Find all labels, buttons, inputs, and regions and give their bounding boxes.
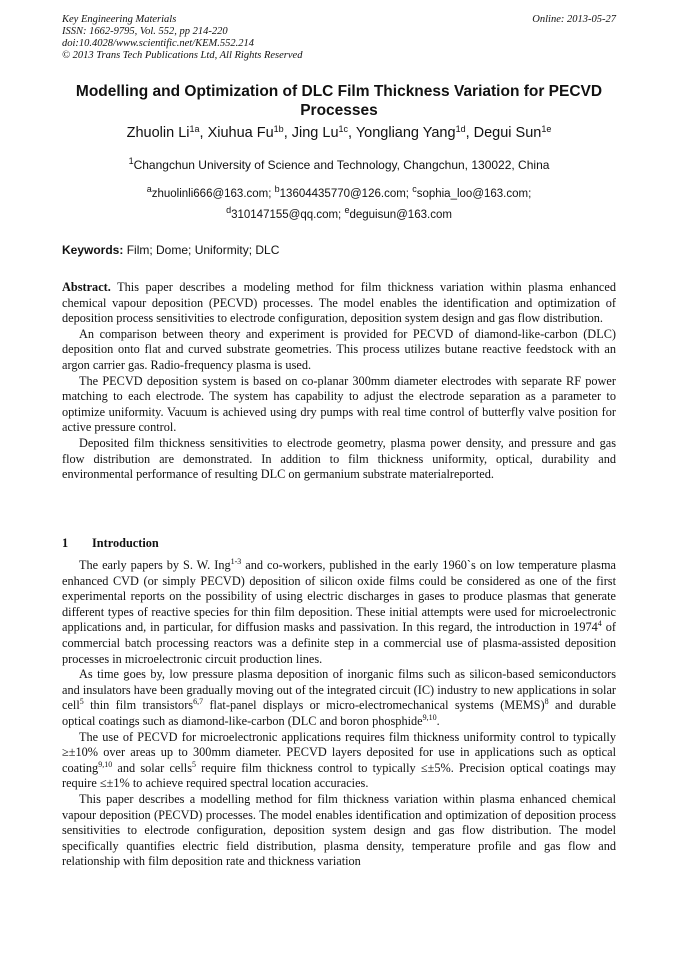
intro-text: flat-panel displays or micro-electromechanical systems (MEMS) [203, 698, 545, 713]
citation: 5 [191, 759, 196, 769]
doi-line: doi:10.4028/www.scientific.net/KEM.552.214 [62, 38, 254, 49]
author-separator: , [465, 125, 474, 141]
intro-text: require film thickness control to typically ≤±5%. Precision optical coatings may require ≤±1% to achieve required spectral location accuracies. [62, 760, 616, 791]
author-affiliation-mark: 1e [541, 124, 552, 134]
abstract-paragraph: Deposited film thickness sensitivities to electrode geometry, plasma power density, and pressure and gas flow distribution are demonstrated. In addition to film thickness uniformity, optical, durability and environmental performance of resulting DLC on germanium substrate materialreported. [62, 435, 616, 482]
intro-text: and solar cells [112, 760, 192, 775]
citation: 5 [79, 697, 84, 707]
affiliation-text: Changchun University of Science and Technology, Changchun, 130022, China [133, 158, 550, 172]
intro-text: of commercial batch processing reactors was a definite step in a commercial use of plasma-assisted deposition processes in microelectronic circuit production lines. [62, 620, 616, 666]
citation: 9,10 [422, 712, 437, 722]
keywords-text: Film; Dome; Uniformity; DLC [123, 243, 280, 257]
intro-paragraph [62, 667, 616, 729]
intro-paragraph: This paper describes a modelling method for film thickness variation within plasma enhanced chemical vapour deposition (PECVD) processes. The model enables identification and optimization of deposition process sensitivities to electrode configuration, deposition system design and gas flow distribution. The model specifically quantifies electric field distribution, plasma density, temperature profile and gas flow and relationship with film deposition rate and thickness variation [62, 791, 616, 869]
email-address: 310147155@qq.com; [231, 209, 345, 221]
keywords [62, 243, 616, 258]
citation: 1-3 [230, 557, 242, 566]
author-name: Jing Lu [291, 125, 339, 141]
abstract-paragraph [62, 280, 616, 327]
affiliation [40, 158, 638, 173]
author-separator: , [348, 125, 356, 141]
intro-text: As time goes by, low pressure plasma deposition of inorganic films such as silicon-based semiconductors and insulators have been gradually moving out of the integrated circuit (IC) industry to new applications in solar cell [62, 667, 616, 713]
introduction [62, 558, 616, 870]
abstract-paragraph: An comparison between theory and experiment is provided for PECVD of diamond-like-carbon (DLC) deposition onto flat and curved substrate geometries. This process utilizes butane reactive feedstock with an argon carrier gas. Radio-frequency plasma is used. [62, 326, 616, 372]
intro-text: and durable optical coatings such as diamond-like-carbon (DLC and boron phosphide [62, 698, 617, 728]
citation: 8 [544, 697, 549, 707]
email-line-2 [40, 205, 638, 223]
email-mark: b [274, 184, 280, 194]
affiliation-mark: 1 [128, 156, 134, 166]
intro-text: The use of PECVD for microelectronic applications requires film thickness uniformity control to typically ≥±10% over areas up to 300mm diameter. PECVD layers deposited for use in applications such as optical coating [62, 729, 616, 775]
email-mark: c [412, 184, 417, 194]
abstract-paragraph: The PECVD deposition system is based on co-planar 300mm diameter electrodes with separate RF power matching to each electrode. The system has capability to adjust the electrode separation as a parameter to optimize uniformity. Vacuum is achieved using dry pumps with real time control of butterfly valve position for active pressure control. [62, 373, 616, 435]
journal-name: Key Engineering Materials [62, 14, 177, 25]
section-title: Introduction [92, 536, 159, 550]
author-affiliation-mark: 1c [338, 124, 349, 134]
intro-text: thin film transistors [83, 698, 194, 713]
intro-text: and co-workers, published in the early 1960`s on low temperature plasma enhanced CVD (or simply PECVD) deposition of silicon oxide films could be considered as one of the first experimental reports on the possibility of using electric discharges in gases to produce plasmas that generate different types of reactive species for thin film deposition. These initial attempts were used for microelectronic applications and, in particular, for diffusion masks and passivation. In this regard, the introduction in 1974 [62, 558, 616, 635]
online-date: Online: 2013-05-27 [532, 14, 616, 25]
intro-text: The early papers by S. W. Ing [79, 558, 231, 572]
abstract [62, 280, 616, 483]
copyright-line: © 2013 Trans Tech Publications Ltd, All Rights Reserved [62, 50, 303, 61]
paper-title: Modelling and Optimization of DLC Film Thickness Variation for PECVD Processes [75, 83, 603, 119]
abstract-label: Abstract. [62, 280, 111, 294]
intro-paragraph [62, 730, 616, 792]
email-address: zhuolinli666@163.com; [151, 188, 275, 200]
email-address: sophia_loo@163.com; [416, 188, 532, 200]
abstract-text: This paper describes a modeling method for film thickness variation within plasma enhanced chemical vapour deposition (PECVD) processes. The model enables the identification and optimization of deposition process sensitivities to electrode configuration, deposition system design and gas flow distribution. [62, 280, 616, 326]
author-list [40, 124, 638, 142]
email-line-1 [40, 184, 638, 202]
author-name: Degui Sun [473, 125, 542, 141]
citation: 9,10 [98, 759, 113, 769]
author-name: Zhuolin Li [126, 125, 190, 141]
email-mark: a [146, 184, 152, 194]
keywords-label: Keywords: [62, 243, 124, 257]
intro-text: . [436, 713, 440, 728]
author-name: Yongliang Yang [355, 125, 456, 141]
citation: 4 [597, 619, 602, 629]
author-affiliation-mark: 1d [455, 124, 466, 134]
author-affiliation-mark: 1b [273, 124, 284, 134]
author-separator: , [283, 125, 292, 141]
author-name: Xiuhua Fu [207, 125, 274, 141]
journal-header [62, 14, 616, 62]
author-separator: , [199, 125, 208, 141]
intro-paragraph [62, 558, 616, 667]
email-mark: d [226, 205, 232, 215]
email-address: 13604435770@126.com; [279, 188, 413, 200]
issn-line: ISSN: 1662-9795, Vol. 552, pp 214-220 [62, 26, 228, 37]
email-mark: e [344, 205, 350, 215]
section-heading [62, 536, 159, 551]
author-affiliation-mark: 1a [189, 124, 200, 134]
email-address: deguisun@163.com [349, 209, 452, 221]
citation: 6,7 [193, 697, 204, 707]
section-number: 1 [62, 536, 69, 550]
